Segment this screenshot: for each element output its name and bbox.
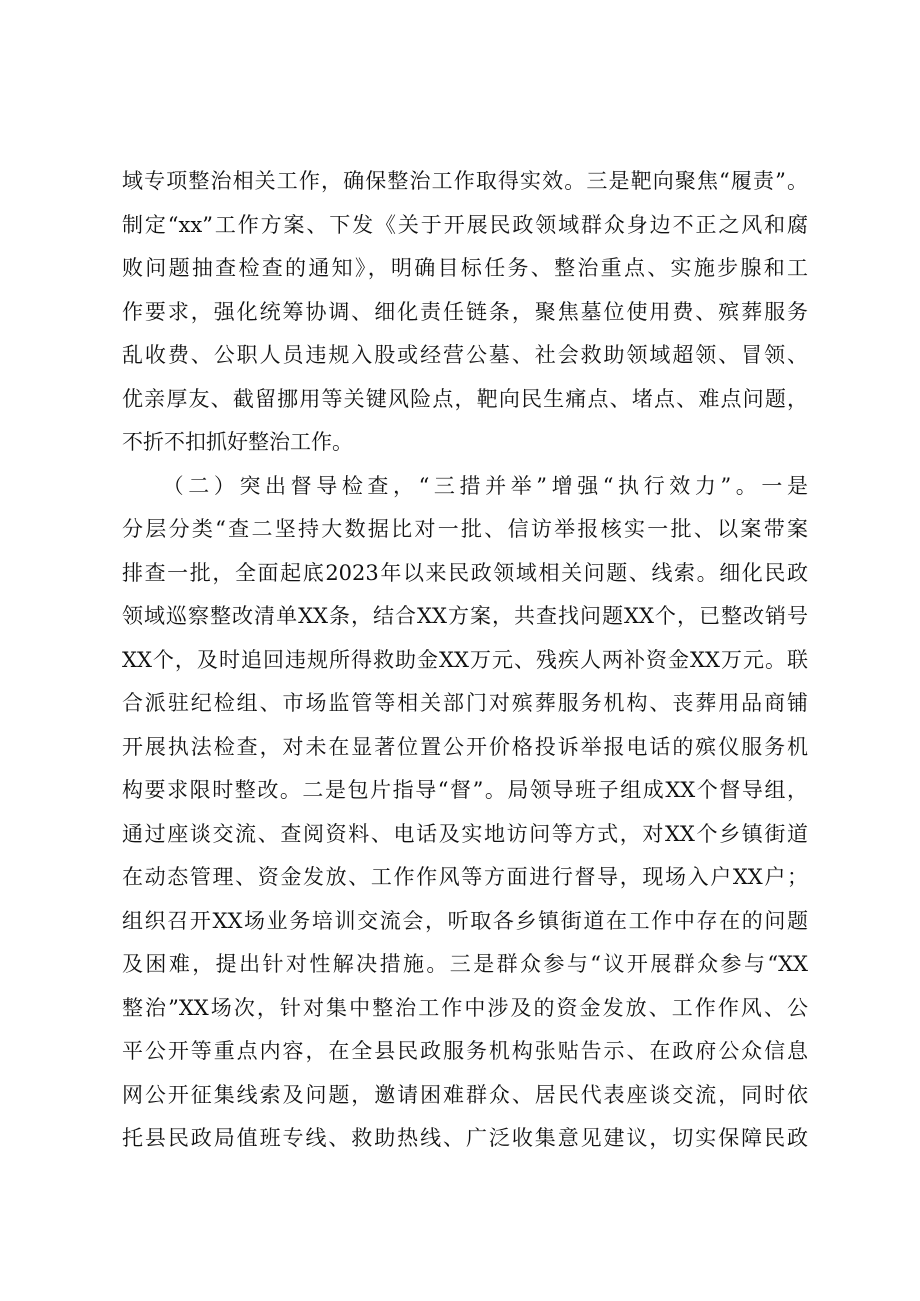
text-line-8: （二）突出督导检查，“三措并举”增强“执行效力”。一是 — [122, 473, 808, 498]
text-line-6: 优亲厚友、截留挪用等关键风险点，靶向民生痛点、堵点、难点问题， — [122, 386, 808, 411]
body-text — [122, 160, 808, 1161]
text-line-1: 域专项整治相关工作，确保整治工作取得实效。三是靶向聚焦“履责”。 — [122, 169, 808, 193]
text-line-2: 制定“xx”工作方案、下发《关于开展民政领域群众身边不正之风和腐 — [122, 212, 808, 237]
text-line-7: 不折不扣抓好整治工作。 — [122, 430, 353, 454]
text-line-20: 整治”XX场次，针对集中整治工作中涉及的资金发放、工作作风、公 — [122, 995, 808, 1020]
text-line-9: 分层分类“查二坚持大数据比对一批、信访举报核实一批、以案带案 — [122, 517, 808, 541]
text-line-17: 在动态管理、资金发放、工作作风等方面进行督导，现场入户XX户； — [122, 865, 808, 889]
text-line-10: 排查一批，全面起底2023年以来民政领域相关问题、线索。细化民政 — [122, 560, 808, 585]
text-line-16: 通过座谈交流、查阅资料、电话及实地访问等方式，对XX个乡镇街道 — [122, 821, 808, 846]
text-line-14: 开展执法检查，对未在显著位置公开价格投诉举报电话的殡仪服务机 — [122, 734, 808, 759]
text-line-3: 败问题抽查检查的通知》，明确目标任务、整治重点、实施步腺和工 — [122, 256, 808, 280]
text-line-23: 托县民政局值班专线、救助热线、广泛收集意见建议，切实保障民政 — [122, 1126, 808, 1150]
text-line-5: 乱收费、公职人员违规入股或经营公墓、社会救助领域超领、冒领、 — [122, 343, 808, 367]
text-line-11: 领域巡察整改清单XX条，结合XX方案，共查找问题XX个，已整改销号 — [122, 604, 808, 628]
text-line-18: 组织召开XX场业务培训交流会，听取各乡镇街道在工作中存在的问题 — [122, 908, 808, 933]
text-line-22: 网公开征集线索及问题，邀请困难群众、居民代表座谈交流，同时依 — [122, 1082, 808, 1107]
text-line-15: 构要求限时整改。二是包片指导“督”。局领导班子组成XX个督导组， — [122, 778, 808, 802]
text-line-12: XX个，及时追回违规所得救助金XX万元、残疾人两补资金XX万元。联 — [122, 647, 808, 672]
text-line-21: 平公开等重点内容，在全县民政服务机构张贴告示、在政府公众信息 — [122, 1039, 808, 1063]
text-line-19: 及困难，提出针对性解决措施。三是群众参与“议开展群众参与“XX — [122, 952, 808, 976]
text-line-4: 作要求，强化统筹协调、细化责任链条，聚焦墓位使用费、殡葬服务 — [122, 299, 808, 324]
text-line-13: 合派驻纪检组、市场监管等相关部门对殡葬服务机构、丧葬用品商铺 — [122, 691, 808, 715]
